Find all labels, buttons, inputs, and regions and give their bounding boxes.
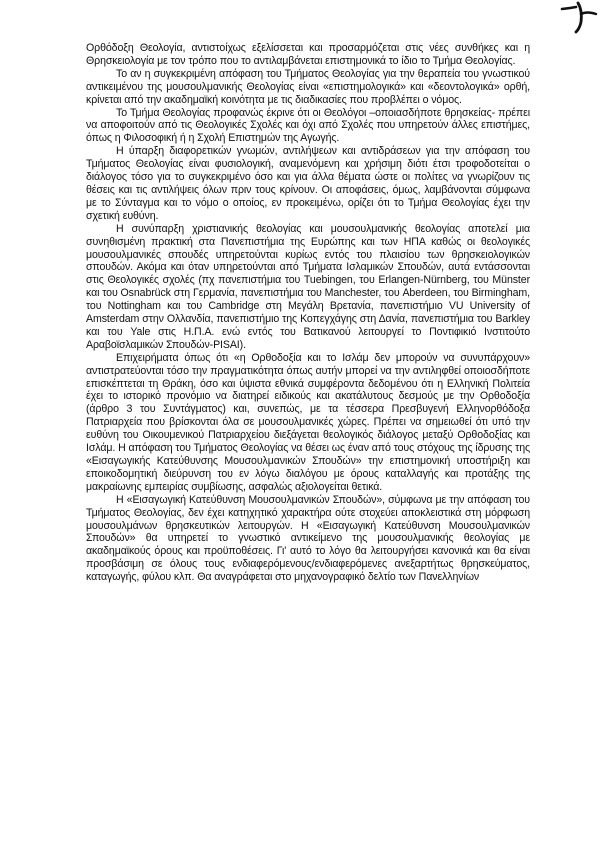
document-body [86,42,530,584]
paragraph: Επιχειρήματα όπως ότι «η Ορθοδοξία και το Ισλάμ δεν μπορούν να συνυπάρχουν» αντιστρατεύονται τόσο την πραγματικότητα όπως αυτήν μπορεί να την αντιληφθεί οποιοσδήποτε επισκέπτεται τη Θράκη, όσο και ύψιστα εθνικά συμφέροντα δεδομένου ότι η Ελληνική Πολιτεία έχει το ιστορικό προνόμιο να διατηρεί ειδικούς και ακατάλυτους δεσμούς με την Ορθοδοξία (άρθρο 3 του Συντάγματος) και, συνεπώς, με τα τέσσερα Πρεσβυγενή Ελληνορθόδοξα Πατριαρχεία που βρίσκονται όλα σε μουσουλμανικές χώρες. Πρέπει να σημειωθεί ότι υπό την ευθύνη του Οικουμενικού Πατριαρχείου διεξάγεται θεολογικός διάλογος μεταξύ Ορθοδοξίας και Ισλάμ. Η απόφαση του Τμήματος Θεολογίας να θέσει ως έναν από τους στόχους της ίδρυσης της «Εισαγωγικής Κατεύθυνσης Μουσουλμανικών Σπουδών» την επιστημονική υποστήριξη και εποικοδομητική διεύρυνση του εν λόγω διαλόγου με όρους καταλλαγής και προτάξης της μακραίωνης εμπειρίας συμβίωσης, ασφαλώς αξιολογείται θετικά. [86,351,530,493]
paragraph: Η ύπαρξη διαφορετικών γνωμών, αντιλήψεων και αντιδράσεων για την απόφαση του Τμήματος Θεολογίας είναι φυσιολογική, αναμενόμενη και χρήσιμη διότι έτσι τροφοδοτείται ο διάλογος τόσο για το συγκεκριμένο όσο και για άλλα θέματα ώστε οι πολίτες να γνωρίζουν τις θέσεις και τις αντιλήψεις όλων πριν τους κρίνουν. Οι αποφάσεις, όμως, λαμβάνονται σύμφωνα με το Σύνταγμα και το νόμο ο οποίος, εν προκειμένω, ορίζει ότι το Τμήμα Θεολογίας έχει την σχετική ευθύνη. [86,145,530,222]
handwritten-mark-icon [540,0,600,34]
paragraph: Το αν η συγκεκριμένη απόφαση του Τμήματος Θεολογίας για την θεραπεία του γνωστικού αντικειμένου της μουσουλμανικής Θεολογίας είναι «επιστημολογικά» και «δεοντολογικά» ορθή, κρίνεται από την ακαδημαϊκή κοινότητα με τις διαδικασίες που προβλέπει ο νόμος. [86,67,530,106]
paragraph: Η «Εισαγωγική Κατεύθυνση Μουσουλμανικών Σπουδών», σύμφωνα με την απόφαση του Τμήματος Θεολογίας, δεν έχει κατηχητικό χαρακτήρα ούτε στοχεύει αποκλειστικά στη μόρφωση μουσουλμάνων θρησκευτικών λειτουργών. Η «Εισαγωγική Κατεύθυνση Μουσουλμανικών Σπουδών» θα υπηρετεί το γνωστικό αντικείμενο της μουσουλμανικής θεολογίας με ακαδημαϊκούς όρους και προϋποθέσεις. Γι' αυτό το λόγο θα λειτουργήσει κανονικά και θα είναι προσβάσιμη σε όλους τους ενδιαφερόμενους/ενδιαφερόμενες ανεξαρτήτως θρησκεύματος, καταγωγής, φύλου κλπ. Θα αναγράφεται στο μηχανογραφικό δελτίο των Πανελληνίων [86,493,530,584]
paragraph: Το Τμήμα Θεολογίας προφανώς έκρινε ότι οι Θεολόγοι –οποιασδήποτε θρησκείας- πρέπει να αποφοιτούν από τις Θεολογικές Σχολές και όχι από Σχολές που υπηρετούν άλλες επιστήμες, όπως η Φιλοσοφική ή η Σχολή Επιστημών της Αγωγής. [86,106,530,145]
paragraph: Η συνύπαρξη χριστιανικής θεολογίας και μουσουλμανικής θεολογίας αποτελεί μια συνηθισμένη πρακτική στα Πανεπιστήμια της Ευρώπης και των ΗΠΑ καθώς οι θεολογικές μουσουλμανικές σπουδές υπηρετούνται κυρίως εντός του πλαισίου των θρησκειολογικών σπουδών. Ακόμα και όταν υπηρετούνται από Τμήματα Ισλαμικών Σπουδών, αυτά εντάσσονται στις Θεολογικές σχολές (πχ πανεπιστήμια του Tuebingen, του Erlangen-Nürnberg, του Münster και του Osnabrück στη Γερμανία, πανεπιστήμια του Manchester, του Aberdeen, του Birmingham, του Nottingham και του Cambridge στη Μεγάλη Βρετανία, πανεπιστήμιο VU University of Amsterdam στην Ολλανδία, πανεπιστήμιο της Κοπεγχάγης στη Δανία, πανεπιστήμια του Barkley και του Yale στις Η.Π.Α. ενώ εντός του Βατικανού λειτουργεί το Ποντιφικιό Ινστιτούτο Αραβοϊσλαμικών Σπουδών-PISAI). [86,222,530,351]
paragraph: Ορθόδοξη Θεολογία, αντιστοίχως εξελίσσεται και προσαρμόζεται στις νέες συνθήκες και η Θρησκειολογία με τον τρόπο που το αντιλαμβάνεται επιστημονικά το ίδιο το Τμήμα Θεολογίας. [86,42,530,67]
